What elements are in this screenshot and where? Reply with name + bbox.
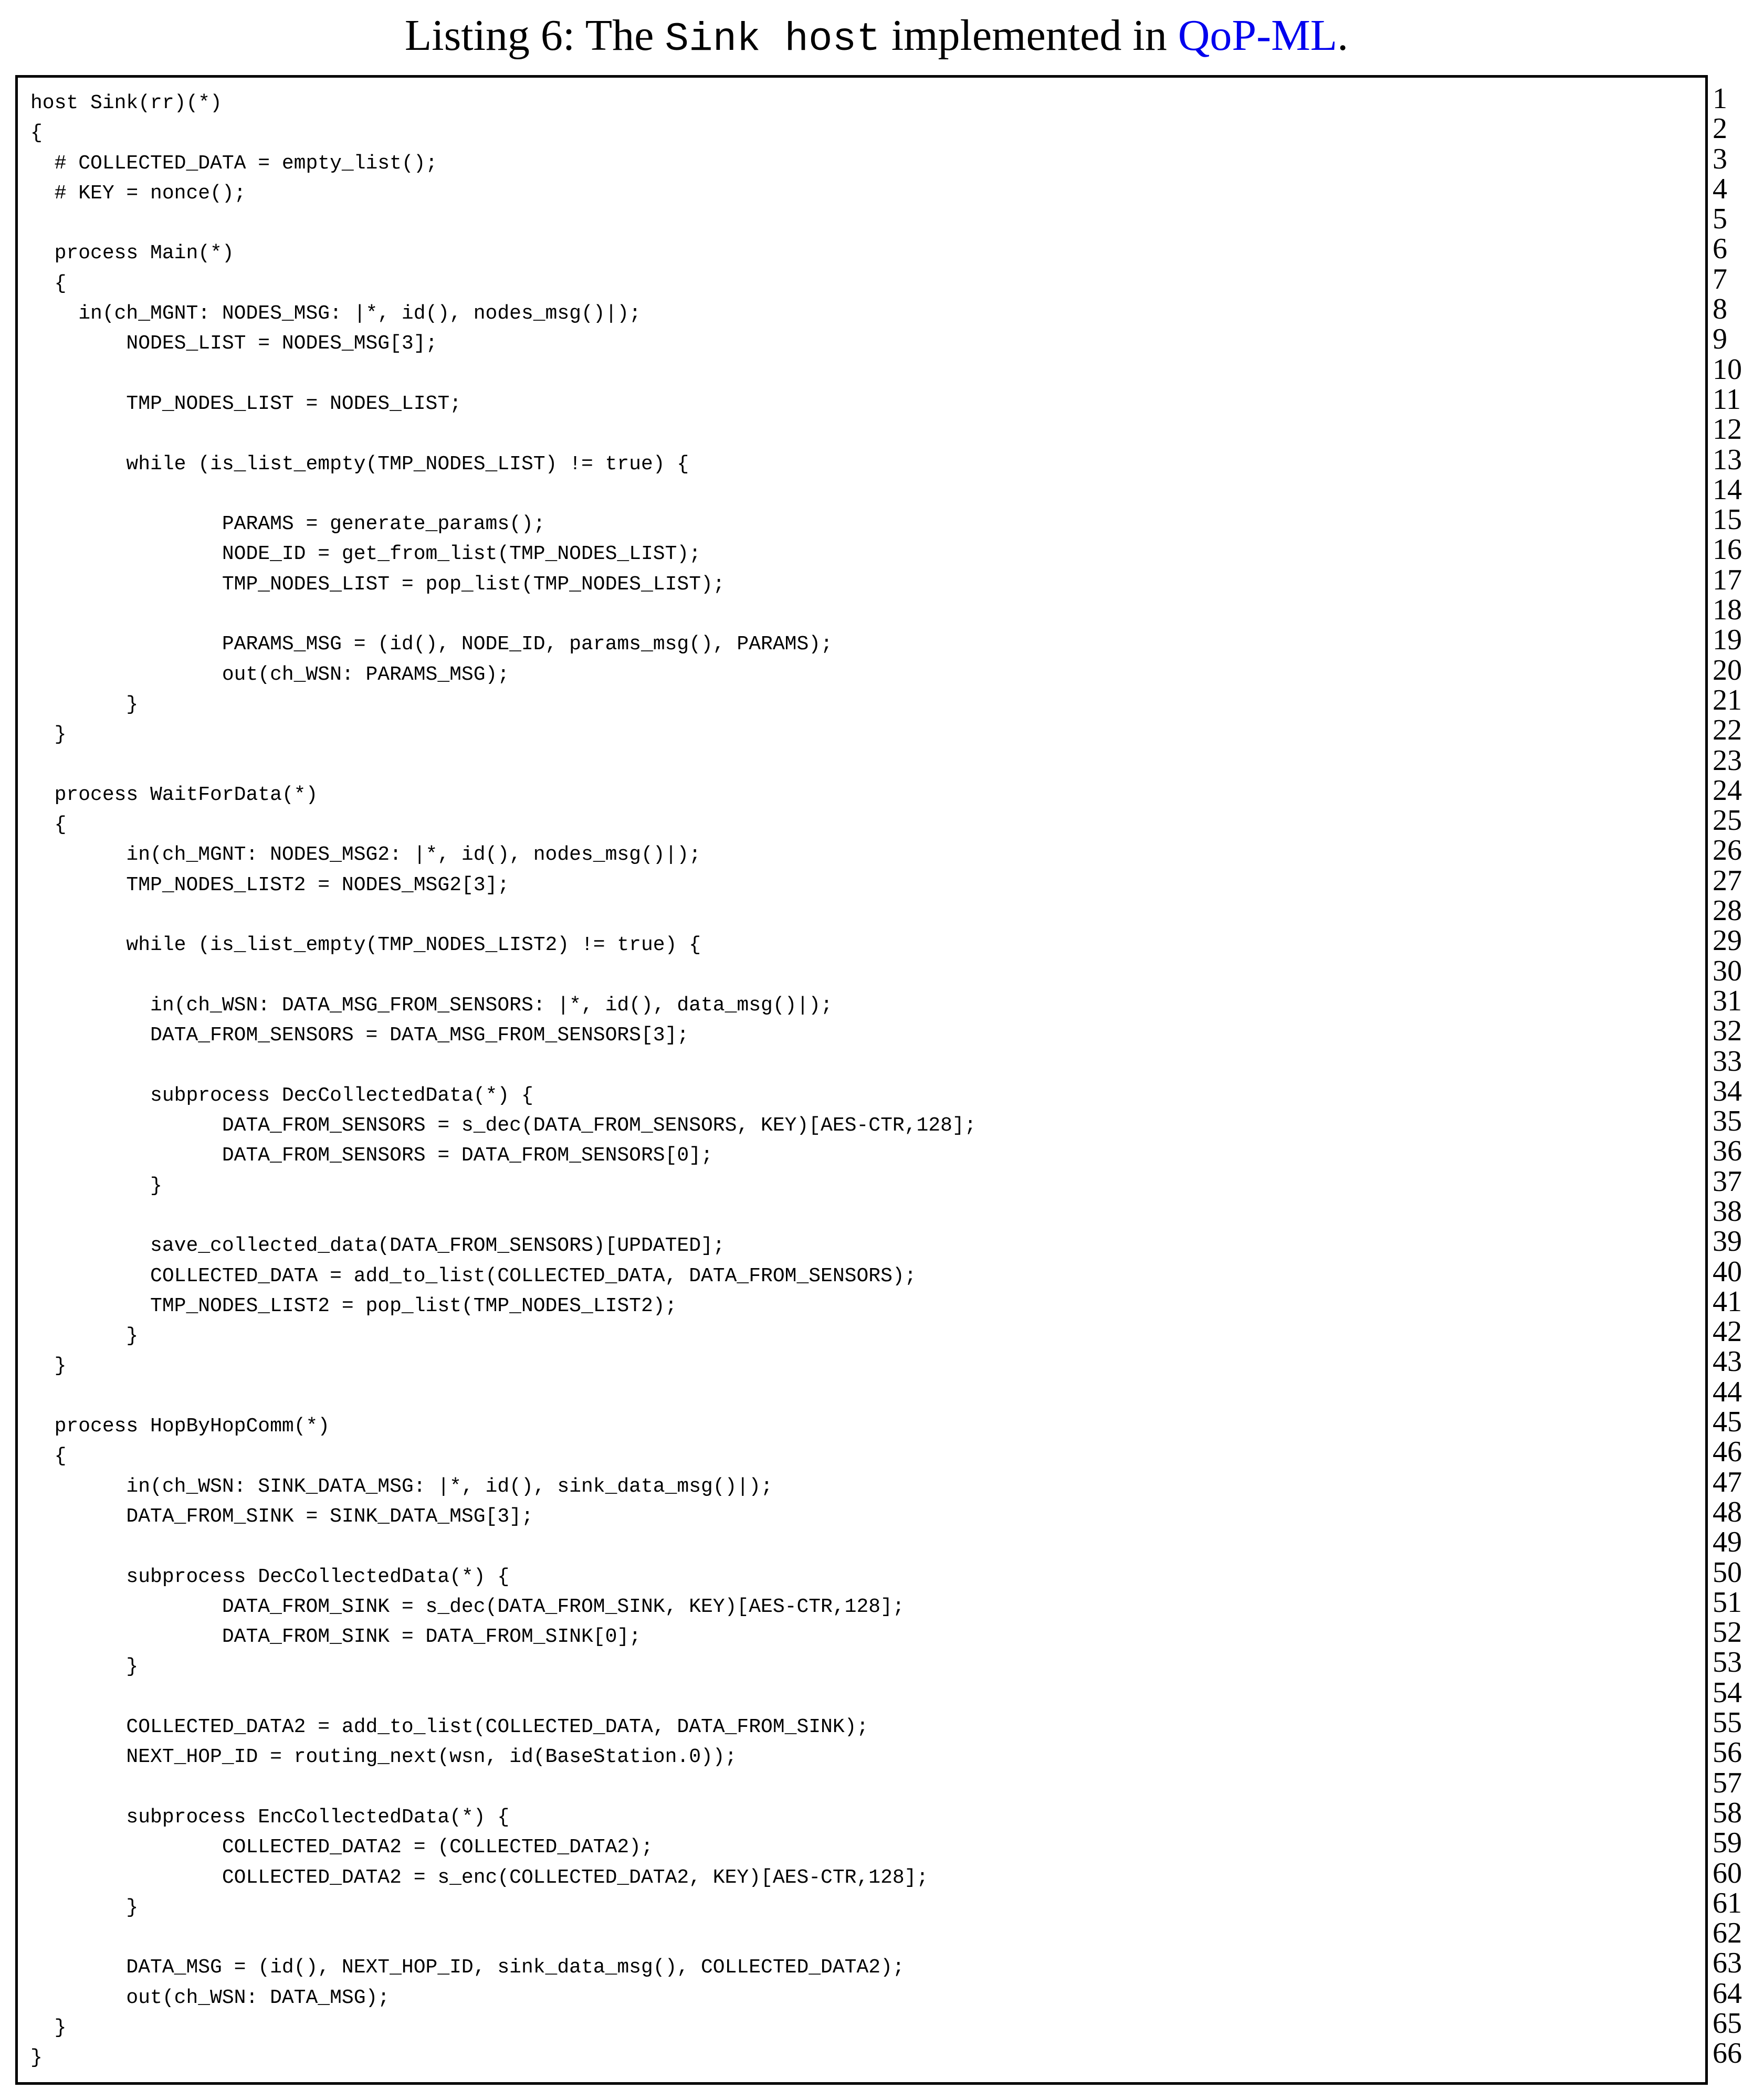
- code-line: PARAMS_MSG = (id(), NODE_ID, params_msg(), PARAMS);: [30, 633, 833, 656]
- line-number: 63: [1713, 1947, 1742, 1980]
- line-number: 36: [1713, 1135, 1742, 1168]
- line-number: 26: [1713, 834, 1742, 867]
- line-number: 1: [1713, 82, 1727, 115]
- line-number: 9: [1713, 323, 1727, 356]
- code-line: [30, 900, 1684, 930]
- line-number: 41: [1713, 1285, 1742, 1318]
- code-line: DATA_FROM_SENSORS = DATA_FROM_SENSORS[0];: [30, 1144, 713, 1167]
- code-line: COLLECTED_DATA2 = s_enc(COLLECTED_DATA2, KEY)[AES-CTR,128];: [30, 1866, 929, 1889]
- line-number: 16: [1713, 533, 1742, 566]
- code-line: [30, 961, 1684, 990]
- line-number: 27: [1713, 864, 1742, 897]
- line-number: 10: [1713, 353, 1742, 386]
- code-line: COLLECTED_DATA2 = add_to_list(COLLECTED_DATA, DATA_FROM_SINK);: [30, 1716, 869, 1739]
- caption-suffix: .: [1337, 11, 1349, 60]
- code-line: {: [30, 814, 67, 837]
- code-line: in(ch_MGNT: NODES_MSG2: |*, id(), nodes_msg()|);: [30, 843, 701, 867]
- code-line: [30, 1201, 1684, 1231]
- code-line: DATA_FROM_SINK = SINK_DATA_MSG[3];: [30, 1505, 533, 1528]
- line-number: 2: [1713, 112, 1727, 145]
- code-line: in(ch_WSN: SINK_DATA_MSG: |*, id(), sink_data_msg()|);: [30, 1475, 773, 1498]
- line-number: 48: [1713, 1495, 1742, 1528]
- code-line: subprocess DecCollectedData(*) {: [30, 1084, 533, 1107]
- line-number: 40: [1713, 1255, 1742, 1288]
- code-line: out(ch_WSN: DATA_MSG);: [30, 1986, 390, 2009]
- code-line: in(ch_MGNT: NODES_MSG: |*, id(), nodes_msg()|);: [30, 302, 641, 325]
- line-number: 7: [1713, 262, 1727, 296]
- code-line: [30, 1923, 1684, 1953]
- code-line: [30, 208, 1684, 238]
- code-line: [30, 1051, 1684, 1081]
- line-number: 44: [1713, 1375, 1742, 1408]
- line-number: 38: [1713, 1195, 1742, 1228]
- line-number: 64: [1713, 1977, 1742, 2010]
- code-line: TMP_NODES_LIST2 = NODES_MSG2[3];: [30, 873, 510, 896]
- code-line: process WaitForData(*): [30, 783, 318, 806]
- line-number: 55: [1713, 1706, 1742, 1739]
- code-line: [30, 419, 1684, 449]
- code-line: NODES_LIST = NODES_MSG[3];: [30, 332, 438, 355]
- code-line: subprocess EncCollectedData(*) {: [30, 1806, 510, 1829]
- line-number: 57: [1713, 1766, 1742, 1799]
- line-number: 61: [1713, 1886, 1742, 1919]
- code-line: [30, 479, 1684, 509]
- line-number: 4: [1713, 172, 1727, 205]
- code-line: while (is_list_empty(TMP_NODES_LIST) != true) {: [30, 452, 689, 476]
- caption-middle: implemented in: [880, 11, 1178, 60]
- line-number: 13: [1713, 443, 1742, 476]
- line-number: 52: [1713, 1616, 1742, 1649]
- code-line: # COLLECTED_DATA = empty_list();: [30, 152, 438, 175]
- line-number: 28: [1713, 894, 1742, 927]
- code-line: TMP_NODES_LIST = pop_list(TMP_NODES_LIST);: [30, 573, 725, 596]
- line-number: 20: [1713, 653, 1742, 687]
- line-number: 54: [1713, 1676, 1742, 1709]
- line-number: 32: [1713, 1015, 1742, 1048]
- line-number: 45: [1713, 1406, 1742, 1439]
- code-line: subprocess DecCollectedData(*) {: [30, 1565, 510, 1588]
- line-number: 15: [1713, 503, 1742, 536]
- line-number: 25: [1713, 804, 1742, 837]
- code-line: # KEY = nonce();: [30, 182, 246, 205]
- code-line: TMP_NODES_LIST2 = pop_list(TMP_NODES_LIST2);: [30, 1294, 677, 1317]
- line-number: 22: [1713, 714, 1742, 747]
- line-number: 58: [1713, 1796, 1742, 1829]
- line-number: 51: [1713, 1586, 1742, 1619]
- code-line: NEXT_HOP_ID = routing_next(wsn, id(BaseStation.0));: [30, 1746, 737, 1769]
- code-line: DATA_FROM_SINK = s_dec(DATA_FROM_SINK, KEY)[AES-CTR,128];: [30, 1595, 905, 1618]
- line-number: 29: [1713, 924, 1742, 957]
- line-number: 17: [1713, 563, 1742, 596]
- code-line: DATA_FROM_SINK = DATA_FROM_SINK[0];: [30, 1626, 641, 1649]
- code-line: COLLECTED_DATA = add_to_list(COLLECTED_DATA, DATA_FROM_SENSORS);: [30, 1264, 917, 1288]
- listing-caption: [0, 9, 1753, 66]
- line-number-gutter: [1713, 84, 1753, 2069]
- code-line: }: [30, 2046, 43, 2070]
- line-number: 56: [1713, 1736, 1742, 1769]
- code-line: }: [30, 1325, 139, 1348]
- line-number: 42: [1713, 1315, 1742, 1348]
- code-line: [30, 1682, 1684, 1712]
- code-line: TMP_NODES_LIST = NODES_LIST;: [30, 392, 461, 415]
- code-line: process HopByHopComm(*): [30, 1415, 330, 1438]
- line-number: 35: [1713, 1105, 1742, 1138]
- code-line: [30, 1532, 1684, 1561]
- code-line: DATA_FROM_SENSORS = s_dec(DATA_FROM_SENSORS, KEY)[AES-CTR,128];: [30, 1114, 977, 1137]
- line-number: 12: [1713, 413, 1742, 446]
- line-number: 6: [1713, 233, 1727, 266]
- line-number: 47: [1713, 1465, 1742, 1499]
- line-number: 21: [1713, 683, 1742, 716]
- code-line: {: [30, 122, 43, 145]
- line-number: 34: [1713, 1074, 1742, 1107]
- line-number: 53: [1713, 1646, 1742, 1679]
- code-line: out(ch_WSN: PARAMS_MSG);: [30, 663, 510, 686]
- code-line: DATA_MSG = (id(), NEXT_HOP_ID, sink_data_msg(), COLLECTED_DATA2);: [30, 1956, 905, 1979]
- code-line: PARAMS = generate_params();: [30, 513, 545, 536]
- line-number: 50: [1713, 1556, 1742, 1589]
- code-line: }: [30, 1355, 67, 1378]
- line-number: 60: [1713, 1856, 1742, 1890]
- line-number: 31: [1713, 984, 1742, 1017]
- line-number: 19: [1713, 624, 1742, 657]
- code-line: NODE_ID = get_from_list(TMP_NODES_LIST);: [30, 543, 701, 566]
- code-line: [30, 750, 1684, 780]
- line-number: 43: [1713, 1345, 1742, 1378]
- line-number: 62: [1713, 1917, 1742, 1950]
- code-line: save_collected_data(DATA_FROM_SENSORS)[UPDATED];: [30, 1234, 725, 1258]
- code-line: [30, 599, 1684, 629]
- line-number: 18: [1713, 594, 1742, 627]
- code-line: DATA_FROM_SENSORS = DATA_MSG_FROM_SENSORS[3];: [30, 1024, 689, 1047]
- line-number: 14: [1713, 473, 1742, 506]
- line-number: 23: [1713, 744, 1742, 777]
- line-number: 65: [1713, 2007, 1742, 2040]
- line-number: 24: [1713, 774, 1742, 807]
- code-line: [30, 359, 1684, 389]
- line-number: 3: [1713, 142, 1727, 175]
- code-line: }: [30, 693, 139, 716]
- line-number: 33: [1713, 1044, 1742, 1078]
- code-line: }: [30, 723, 67, 746]
- line-number: 37: [1713, 1165, 1742, 1198]
- line-number: 39: [1713, 1225, 1742, 1258]
- caption-prefix: Listing 6: The: [404, 11, 665, 60]
- code-line: }: [30, 1655, 139, 1679]
- code-line: [30, 1772, 1684, 1802]
- line-number: 66: [1713, 2037, 1742, 2070]
- line-number: 11: [1713, 383, 1741, 416]
- code-line: COLLECTED_DATA2 = (COLLECTED_DATA2);: [30, 1836, 653, 1859]
- line-number: 46: [1713, 1436, 1742, 1469]
- line-number: 49: [1713, 1526, 1742, 1559]
- code-line: host Sink(rr)(*): [30, 92, 222, 114]
- code-line: [30, 1381, 1684, 1411]
- code-line: }: [30, 1896, 139, 1919]
- qop-ml-link[interactable]: QoP-ML: [1178, 11, 1338, 60]
- code-line: {: [30, 1445, 67, 1468]
- code-line: }: [30, 1174, 162, 1197]
- line-number: 59: [1713, 1827, 1742, 1860]
- line-number: 5: [1713, 203, 1727, 236]
- line-number: 8: [1713, 293, 1727, 326]
- code-line: process Main(*): [30, 242, 234, 265]
- line-number: 30: [1713, 954, 1742, 987]
- caption-host-name: Sink host: [665, 17, 880, 62]
- code-line: while (is_list_empty(TMP_NODES_LIST2) != true) {: [30, 934, 701, 957]
- code-listing: [30, 88, 1684, 2073]
- code-line: in(ch_WSN: DATA_MSG_FROM_SENSORS: |*, id(), data_msg()|);: [30, 994, 833, 1017]
- code-line: }: [30, 2017, 67, 2039]
- code-line: {: [30, 272, 67, 295]
